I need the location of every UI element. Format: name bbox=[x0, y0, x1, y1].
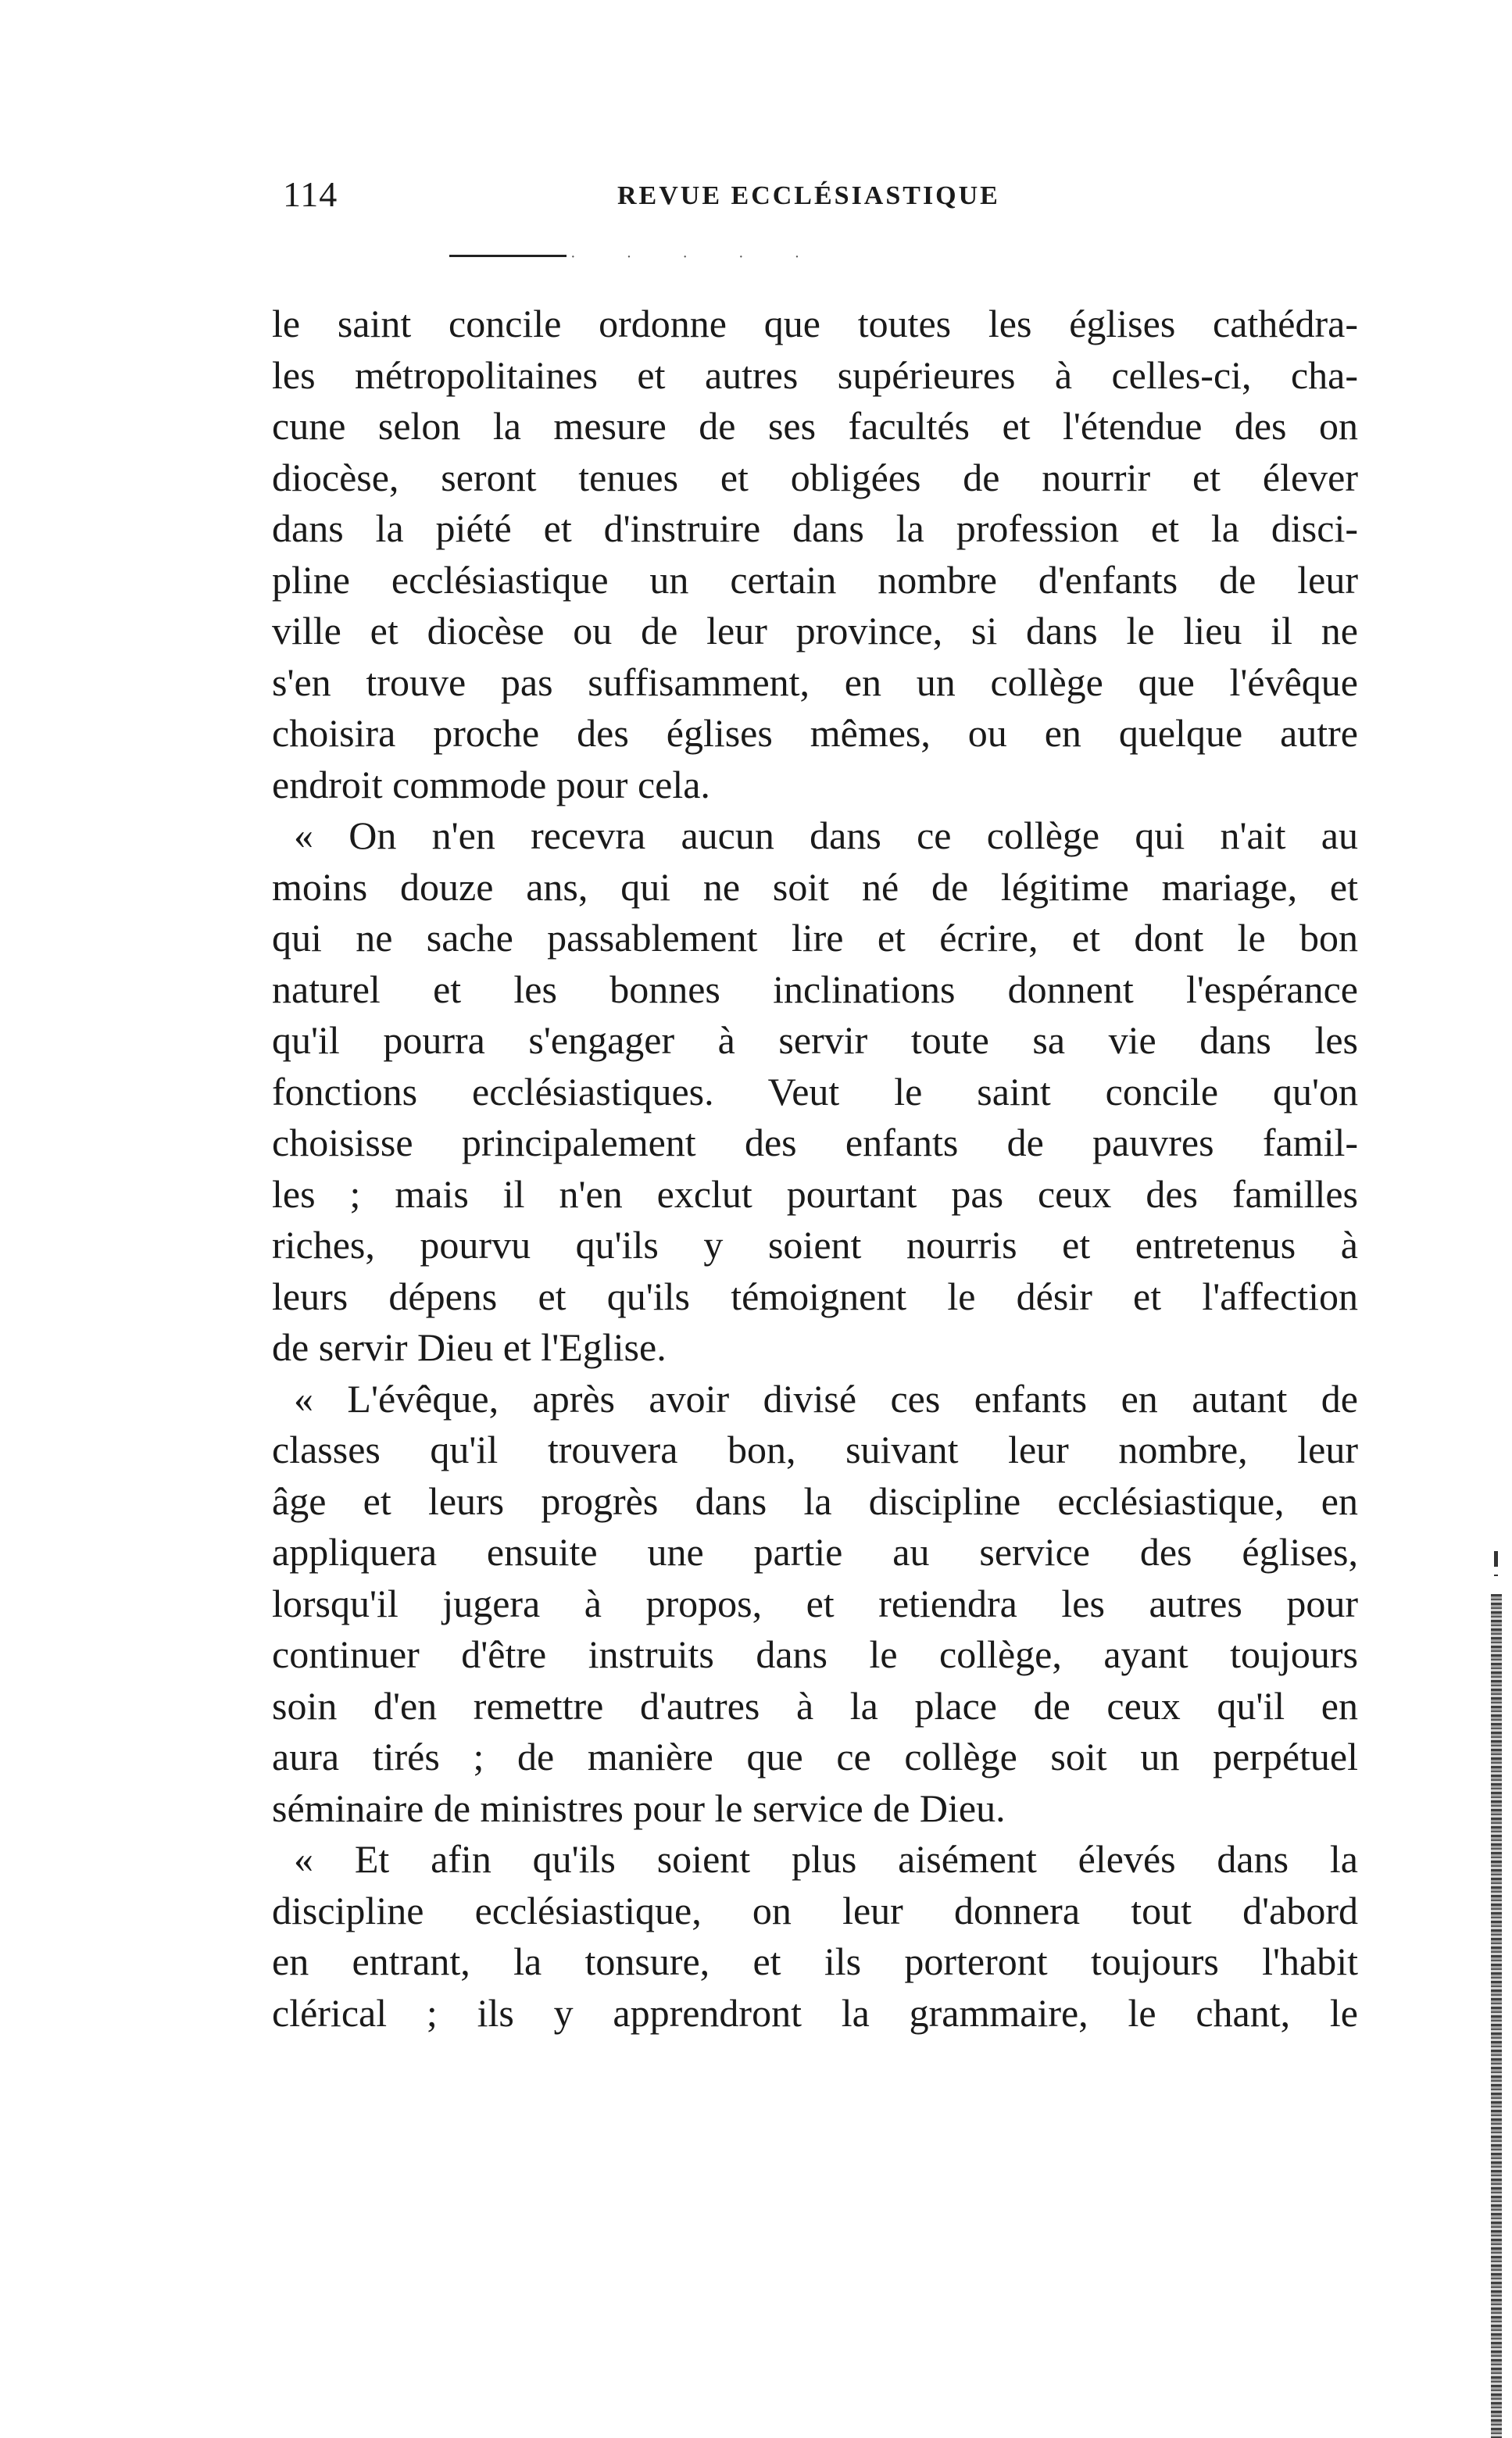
text-line: qu'il pourra s'engager à servir toute sa vie dans les bbox=[272, 1018, 1358, 1062]
text-line: âge et leurs progrès dans la discipline ecclésiastique, en bbox=[272, 1478, 1358, 1523]
margin-mark bbox=[1494, 1551, 1498, 1567]
text-line: endroit commode pour cela. bbox=[272, 762, 710, 806]
text-line: appliquera ensuite une partie au service des églises, bbox=[272, 1530, 1358, 1574]
text-line: de servir Dieu et l'Eglise. bbox=[272, 1325, 667, 1369]
text-line: séminaire de ministres pour le service de Dieu. bbox=[272, 1786, 1006, 1830]
text-line: s'en trouve pas suffisamment, en un collège que l'évêque bbox=[272, 660, 1358, 704]
text-line: « L'évêque, après avoir divisé ces enfants en autant de bbox=[294, 1376, 1358, 1421]
text-line: les métropolitaines et autres supérieures à celles-ci, cha- bbox=[272, 352, 1358, 397]
text-line: diocèse, seront tenues et obligées de nourrir et élever bbox=[272, 455, 1358, 499]
page-header bbox=[273, 173, 1360, 228]
body-text bbox=[272, 298, 1358, 2039]
text-line: riches, pourvu qu'ils y soient nourris et entretenus à bbox=[272, 1223, 1358, 1267]
text-line: clérical ; ils y apprendront la grammaire, le chant, le bbox=[272, 1990, 1358, 2035]
text-line: le saint concile ordonne que toutes les églises cathédra- bbox=[272, 302, 1358, 345]
text-line: discipline ecclésiastique, on leur donnera tout d'abord bbox=[272, 1888, 1358, 1932]
text-line: classes qu'il trouvera bon, suivant leur nombre, leur bbox=[272, 1428, 1358, 1471]
text-line: ville et diocèse ou de leur province, si dans le lieu il ne bbox=[272, 609, 1358, 652]
text-line: « On n'en recevra aucun dans ce collège qui n'ait au bbox=[294, 813, 1358, 857]
text-line: moins douze ans, qui ne soit né de légitime mariage, et bbox=[272, 864, 1358, 909]
text-line: dans la piété et d'instruire dans la profession et la disci- bbox=[272, 506, 1358, 550]
text-line: « Et afin qu'ils soient plus aisément élevés dans la bbox=[294, 1837, 1358, 1881]
paragraph-3 bbox=[272, 1374, 1358, 1835]
paragraph-1 bbox=[272, 298, 1358, 810]
margin-mark bbox=[1494, 1575, 1498, 1576]
text-line: choisira proche des églises mêmes, ou en quelque autre bbox=[272, 711, 1358, 755]
page-number: 114 bbox=[283, 174, 338, 214]
text-line: en entrant, la tonsure, et ils porteront toujours l'habit bbox=[272, 1939, 1358, 1983]
text-line: les ; mais il n'en exclut pourtant pas ceux des familles bbox=[272, 1171, 1358, 1216]
text-line: lorsqu'il jugera à propos, et retiendra les autres pour bbox=[272, 1581, 1358, 1625]
paragraph-2 bbox=[272, 810, 1358, 1374]
text-line: leurs dépens et qu'ils témoignent le désir et l'affection bbox=[272, 1274, 1358, 1318]
paragraph-4 bbox=[272, 1834, 1358, 2039]
header-rule-dots: · · · · · bbox=[570, 248, 824, 266]
text-line: qui ne sache passablement lire et écrire, et dont le bon bbox=[272, 916, 1358, 960]
scan-edge bbox=[1491, 1594, 1502, 2438]
text-line: fonctions ecclésiastiques. Veut le saint concile qu'on bbox=[272, 1069, 1358, 1114]
text-line: continuer d'être instruits dans le collège, ayant toujours bbox=[272, 1632, 1358, 1676]
running-head: REVUE ECCLÉSIASTIQUE bbox=[617, 181, 1000, 210]
text-line: aura tirés ; de manière que ce collège soit un perpétuel bbox=[272, 1735, 1358, 1778]
text-line: cune selon la mesure de ses facultés et l'étendue des on bbox=[272, 404, 1358, 448]
text-line: soin d'en remettre d'autres à la place de ceux qu'il en bbox=[272, 1683, 1358, 1728]
header-rule bbox=[449, 255, 567, 257]
text-line: naturel et les bonnes inclinations donnent l'espérance bbox=[272, 967, 1358, 1011]
text-line: choisisse principalement des enfants de pauvres famil- bbox=[272, 1121, 1358, 1164]
text-line: pline ecclésiastique un certain nombre d'enfants de leur bbox=[272, 557, 1358, 602]
